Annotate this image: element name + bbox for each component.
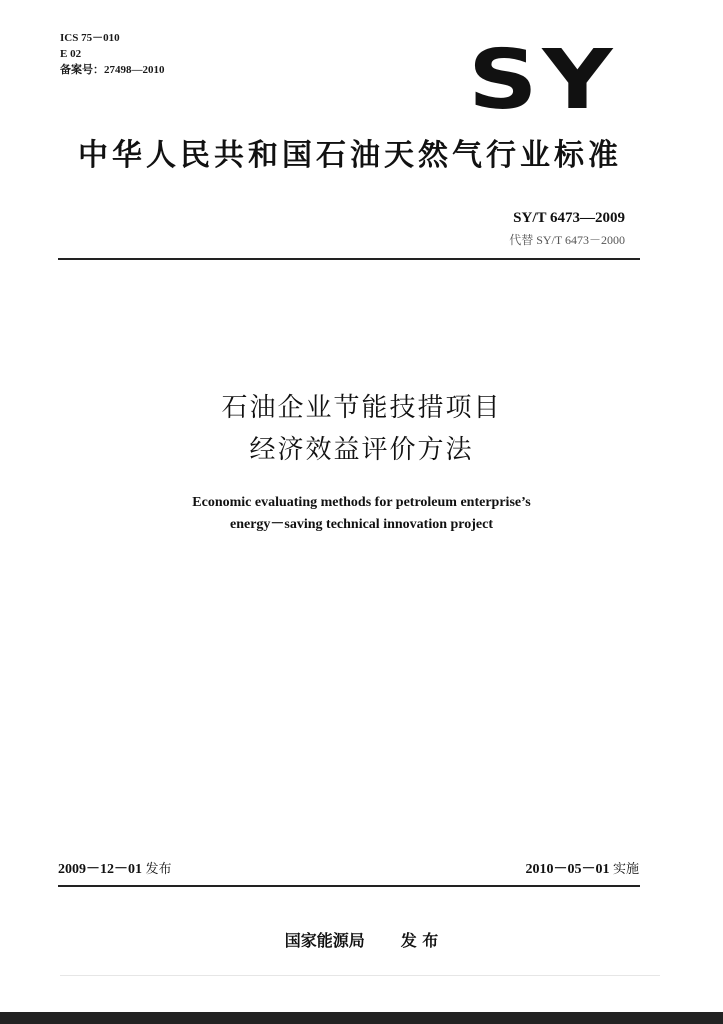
org-title: 中华人民共和国石油天然气行业标准 xyxy=(78,138,622,173)
doc-title-line1: 石油企业节能技措项目 xyxy=(221,393,502,423)
english-title-line1: Economic evaluating methods for petroleum enterprise’s xyxy=(192,495,531,510)
effective-date-value: 2010－05－01 xyxy=(525,862,610,877)
sy-logo: SY xyxy=(468,33,618,128)
ics-code: ICS 75－010 xyxy=(60,32,120,44)
publish-label: 发 布 xyxy=(400,931,439,950)
class-code: E 02 xyxy=(60,48,82,60)
issue-label: 发布 xyxy=(145,862,172,877)
english-title-line2: energy－saving technical innovation project xyxy=(229,517,493,532)
publisher-name: 国家能源局 xyxy=(284,931,365,950)
filing-number: 备案号：27498—2010 xyxy=(60,64,165,76)
doc-title-line2: 经济效益评价方法 xyxy=(249,435,474,465)
effective-date xyxy=(525,858,639,878)
classification-block xyxy=(60,30,165,78)
standard-number: SY/T 6473—2009 xyxy=(513,210,625,226)
effective-label: 实施 xyxy=(612,862,639,877)
issue-date xyxy=(58,858,172,878)
publisher xyxy=(0,928,723,951)
header-divider xyxy=(58,258,640,260)
scan-line xyxy=(60,975,660,976)
scan-edge xyxy=(0,1012,723,1024)
issue-date-value: 2009－12－01 xyxy=(58,862,142,877)
footer-divider xyxy=(58,885,640,887)
replaces-note: 代替 SY/T 6473－2000 xyxy=(509,233,625,247)
